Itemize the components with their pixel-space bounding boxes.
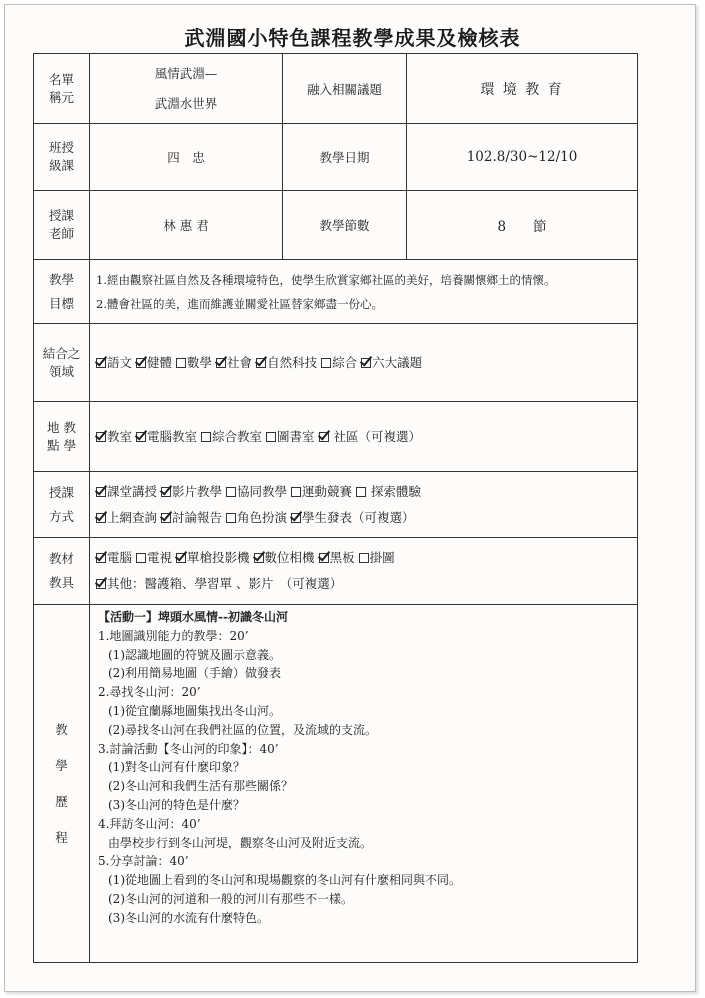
label-materials: 教材 教具 xyxy=(34,538,90,605)
checkbox-label: 社會 xyxy=(227,354,253,370)
label-sessions: 教學節數 xyxy=(283,191,407,260)
row-goals xyxy=(34,260,638,324)
label-class: 班授 級課 xyxy=(34,124,90,191)
checkbox-option xyxy=(96,484,157,499)
checkbox-option xyxy=(256,355,317,370)
checkbox-label: 綜合 xyxy=(332,354,358,370)
goals-list xyxy=(90,260,638,324)
value-class: 四 忠 xyxy=(90,124,283,191)
checked-box-icon xyxy=(361,358,371,368)
checkbox-label: 自然科技 xyxy=(267,354,318,370)
row-unit xyxy=(34,54,638,124)
value-teacher: 林 惠 君 xyxy=(90,191,283,260)
label-topic: 融入相關議題 xyxy=(283,54,407,124)
checkbox-label: 黑板 xyxy=(329,550,355,565)
empty-box-icon xyxy=(356,487,366,497)
methods-checkbox-line xyxy=(96,505,637,531)
process-line: (1)從地圖上看到的冬山河和現場觀察的冬山河有什麼相同與不同。 xyxy=(108,873,462,888)
row-materials xyxy=(34,538,638,605)
checked-box-icon xyxy=(254,553,264,563)
row-domains xyxy=(34,324,638,402)
process-line: 由學校步行到冬山河堤，觀察冬山河及附近支流。 xyxy=(108,835,373,850)
empty-box-icon xyxy=(226,513,236,523)
checked-box-icon xyxy=(136,432,146,442)
checkbox-option xyxy=(161,484,222,499)
checkbox-option xyxy=(319,550,355,565)
empty-box-icon xyxy=(291,487,301,497)
checked-box-icon xyxy=(96,487,106,497)
checkbox-label: 電腦教室 xyxy=(147,428,198,444)
checkbox-option xyxy=(226,484,287,499)
value-date: 102.8/30~12/10 xyxy=(407,124,638,191)
row-process xyxy=(34,605,638,963)
checkbox-label: 學生發表（可複選） xyxy=(302,509,415,525)
label-unit-name: 名單 稱元 xyxy=(34,54,90,124)
checkbox-label: 運動競賽 xyxy=(302,483,353,499)
checked-box-icon xyxy=(96,513,106,523)
checked-box-icon xyxy=(96,579,106,589)
checkbox-label: 教室 xyxy=(107,428,133,444)
process-line: 1.地圖識別能力的教學：20’ xyxy=(98,628,249,643)
row-places xyxy=(34,402,638,472)
label-methods: 授課 方式 xyxy=(34,472,90,538)
checkbox-option xyxy=(176,550,250,565)
checked-box-icon xyxy=(96,432,106,442)
checkbox-option xyxy=(216,355,252,370)
checked-box-icon xyxy=(256,358,266,368)
checkbox-label: 電視 xyxy=(147,550,173,565)
materials-options xyxy=(90,538,638,605)
label-teacher: 授課 老師 xyxy=(34,191,90,260)
process-content xyxy=(90,605,638,963)
row-teacher xyxy=(34,191,638,260)
materials-checkbox-line xyxy=(96,571,637,597)
process-line: 5.分享討論：40’ xyxy=(98,854,189,869)
checkbox-label: 健體 xyxy=(147,354,173,370)
checked-box-icon xyxy=(319,553,329,563)
checkbox-label: 數學 xyxy=(187,354,213,370)
checkbox-option xyxy=(321,355,357,370)
checkbox-option xyxy=(226,510,287,525)
checked-box-icon xyxy=(136,358,146,368)
checkbox-label: 其他：醫護箱、學習單 、影片 （可複選） xyxy=(107,576,343,591)
checkbox-option xyxy=(96,429,132,444)
places-options xyxy=(90,402,638,472)
goal-item: 2.體會社區的美，進而維護並關愛社區替家鄉盡一份心。 xyxy=(96,296,383,311)
process-line: (1)對冬山河有什麼印象？ xyxy=(108,760,245,775)
value-sessions: 8 節 xyxy=(407,191,638,260)
checked-box-icon xyxy=(319,432,329,442)
checkbox-option xyxy=(319,429,421,444)
checkbox-label: 語文 xyxy=(107,354,133,370)
checkbox-label: 社區（可複選） xyxy=(329,428,422,444)
page-title: 武淵國小特色課程教學成果及檢核表 xyxy=(184,26,521,50)
process-line: (2)尋找冬山河在我們社區的位置，及流域的支流。 xyxy=(108,722,377,737)
empty-box-icon xyxy=(359,553,369,563)
checkbox-label: 角色扮演 xyxy=(237,509,288,525)
empty-box-icon xyxy=(321,358,331,368)
checkbox-option xyxy=(291,484,352,499)
checkbox-option xyxy=(96,355,132,370)
checkbox-option xyxy=(136,355,172,370)
checkbox-option xyxy=(266,429,315,444)
domains-options xyxy=(90,324,638,402)
checkbox-option xyxy=(176,355,212,370)
checkbox-option xyxy=(356,484,421,499)
checkbox-option xyxy=(359,550,395,565)
empty-box-icon xyxy=(266,432,276,442)
goal-item: 1.經由觀察社區自然及各種環境特色，使學生欣賞家鄉社區的美好，培養關懷鄉土的情懷。 xyxy=(96,272,556,287)
materials-checkbox-line xyxy=(96,545,637,571)
process-line: (1)從宜蘭縣地圖集找出冬山河。 xyxy=(108,703,281,718)
process-line: (3)冬山河的水流有什麼特色。 xyxy=(108,910,269,925)
checkbox-label: 討論報告 xyxy=(172,509,223,525)
methods-options xyxy=(90,472,638,538)
checkbox-label: 單槍投影機 xyxy=(187,550,250,565)
checkbox-label: 探索體驗 xyxy=(367,483,422,499)
checkbox-label: 六大議題 xyxy=(372,354,423,370)
checked-box-icon xyxy=(291,513,301,523)
checkbox-label: 協同教學 xyxy=(237,483,288,499)
course-form-table xyxy=(33,53,638,963)
label-date: 教學日期 xyxy=(283,124,407,191)
process-line: (3)冬山河的特色是什麼？ xyxy=(108,797,245,812)
label-goals: 教學 目標 xyxy=(34,260,90,324)
empty-box-icon xyxy=(176,358,186,368)
checkbox-option xyxy=(136,550,172,565)
process-line: 2.尋找冬山河：20’ xyxy=(98,685,201,700)
row-class xyxy=(34,124,638,191)
checkbox-label: 上網查詢 xyxy=(107,509,158,525)
process-line: (2)冬山河和我們生活有那些關係？ xyxy=(108,779,293,794)
checkbox-label: 電腦 xyxy=(107,550,133,565)
checkbox-option xyxy=(201,429,262,444)
empty-box-icon xyxy=(201,432,211,442)
checked-box-icon xyxy=(161,487,171,497)
checkbox-label: 掛圖 xyxy=(369,550,395,565)
label-places: 地 教 點 學 xyxy=(34,402,90,472)
checkbox-label: 數位相機 xyxy=(264,550,315,565)
label-domains: 結合之 領域 xyxy=(34,324,90,402)
process-line: 4.拜訪冬山河：40’ xyxy=(98,816,201,831)
checkbox-option xyxy=(96,510,157,525)
checkbox-option xyxy=(291,510,415,525)
checkbox-label: 圖書室 xyxy=(277,428,315,444)
places-checkbox-line xyxy=(96,424,637,450)
row-methods xyxy=(34,472,638,538)
empty-box-icon xyxy=(136,553,146,563)
checked-box-icon xyxy=(161,513,171,523)
domains-checkbox-line xyxy=(96,350,637,376)
checkbox-option xyxy=(96,550,132,565)
checkbox-option xyxy=(254,550,315,565)
checked-box-icon xyxy=(176,553,186,563)
value-unit-name: 風情武淵— 武淵水世界 xyxy=(90,54,283,124)
value-topic: 環 境 教 育 xyxy=(407,54,638,124)
checkbox-label: 影片教學 xyxy=(172,483,223,499)
empty-box-icon xyxy=(226,487,236,497)
process-line: (2)利用簡易地圖（手繪）做發表 xyxy=(108,666,281,681)
checkbox-option xyxy=(136,429,197,444)
checkbox-label: 綜合教室 xyxy=(212,428,263,444)
process-line: 3.討論活動【冬山河的印象】：40’ xyxy=(98,741,279,756)
checked-box-icon xyxy=(216,358,226,368)
checked-box-icon xyxy=(96,553,106,563)
methods-checkbox-line xyxy=(96,479,637,505)
label-process: 教 學 歷 程 xyxy=(34,605,90,963)
checkbox-option xyxy=(361,355,422,370)
activity-heading: 【活動一】埤頭水風情--初識冬山河 xyxy=(98,610,288,624)
checkbox-label: 課堂講授 xyxy=(107,483,158,499)
checked-box-icon xyxy=(96,358,106,368)
checkbox-option xyxy=(161,510,222,525)
process-line: (1)認識地圖的符號及圖示意義。 xyxy=(108,647,281,662)
checkbox-option xyxy=(96,576,342,591)
process-line: (2)冬山河的河道和一般的河川有那些不一樣。 xyxy=(108,891,353,906)
